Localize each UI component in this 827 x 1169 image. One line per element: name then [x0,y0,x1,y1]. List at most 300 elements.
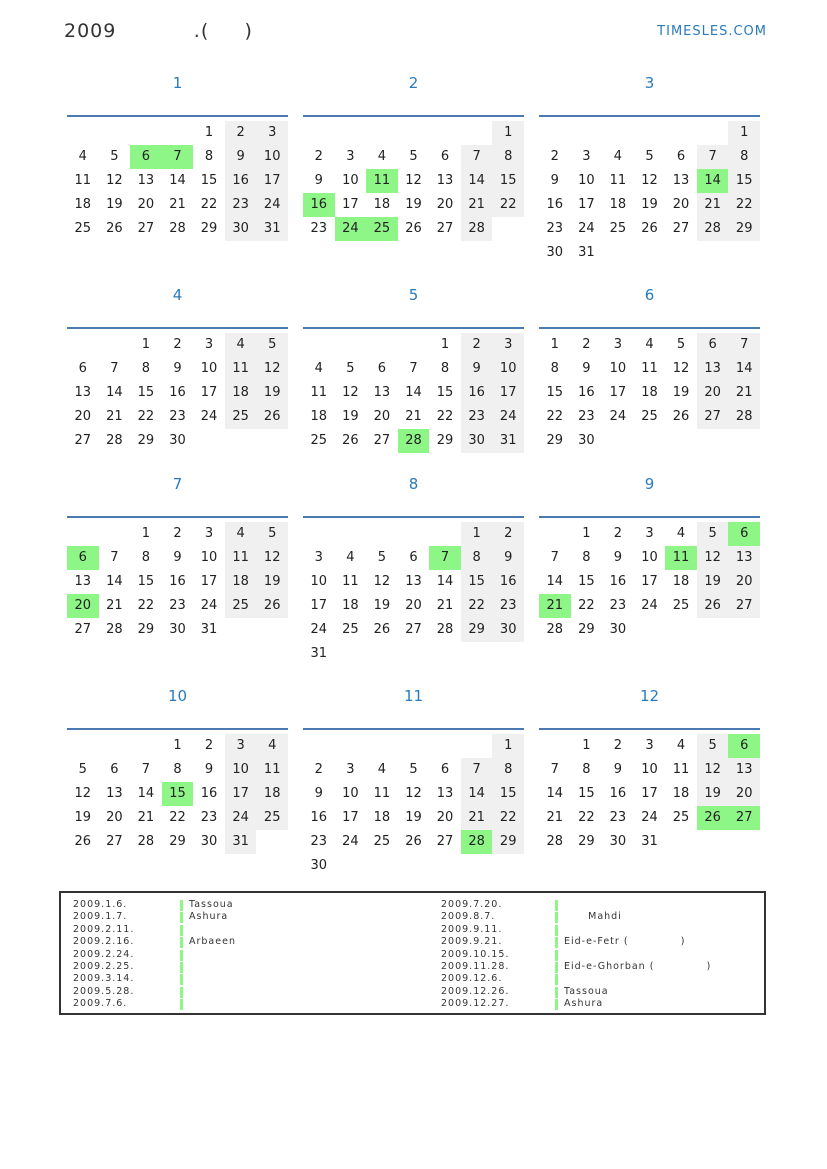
day-cell[interactable]: 9 [173,550,182,565]
day-cell[interactable]: 19 [256,570,288,594]
day-cell[interactable]: 30 [310,858,328,873]
day-cell[interactable]: 26 [405,221,422,236]
day-cell[interactable]: 14 [728,357,760,381]
day-cell[interactable]: 24 [256,193,288,217]
day-cell[interactable]: 5 [256,522,288,546]
day-cell[interactable]: 6 [78,361,87,376]
day-cell[interactable]: 24 [641,810,658,825]
day-cell[interactable]: 29 [137,433,155,448]
day-cell[interactable]: 6 [67,546,99,570]
day-cell[interactable]: 11 [256,758,288,782]
day-cell[interactable]: 26 [256,405,288,429]
day-cell[interactable]: 15 [546,385,564,400]
day-cell[interactable]: 19 [373,598,391,613]
day-cell[interactable]: 10 [310,574,328,589]
day-cell[interactable]: 28 [398,429,430,453]
day-cell[interactable]: 23 [609,598,627,613]
day-cell[interactable]: 21 [539,594,571,618]
day-cell[interactable]: 5 [78,762,87,777]
day-cell[interactable]: 4 [676,526,686,541]
day-cell[interactable]: 3 [492,333,524,357]
day-cell[interactable]: 23 [225,193,257,217]
day-cell[interactable]: 9 [613,550,623,565]
day-cell[interactable]: 28 [697,217,729,241]
day-cell[interactable]: 20 [67,594,99,618]
day-cell[interactable]: 27 [728,594,760,618]
day-cell[interactable]: 11 [225,546,257,570]
day-cell[interactable]: 6 [440,762,450,777]
day-cell[interactable]: 20 [106,810,123,825]
day-cell[interactable]: 9 [613,762,623,777]
day-cell[interactable]: 3 [613,337,623,352]
day-cell[interactable]: 13 [74,385,92,400]
day-cell[interactable]: 28 [461,217,493,241]
day-cell[interactable]: 29 [169,834,186,849]
day-cell[interactable]: 5 [409,149,418,164]
day-cell[interactable]: 26 [74,834,92,849]
day-cell[interactable]: 27 [672,221,690,236]
day-cell[interactable]: 1 [204,125,214,140]
day-cell[interactable]: 7 [461,145,493,169]
day-cell[interactable]: 25 [310,433,328,448]
day-cell[interactable]: 12 [405,786,422,801]
day-cell[interactable]: 28 [436,622,454,637]
day-cell[interactable]: 12 [697,546,729,570]
day-cell[interactable]: 13 [697,357,729,381]
day-cell[interactable]: 14 [461,169,493,193]
day-cell[interactable]: 30 [169,622,186,637]
day-cell[interactable]: 19 [106,197,123,212]
day-cell[interactable]: 15 [578,786,595,801]
day-cell[interactable]: 21 [106,409,123,424]
day-cell[interactable]: 21 [546,810,564,825]
day-cell[interactable]: 15 [728,169,760,193]
day-cell[interactable]: 12 [342,385,359,400]
day-cell[interactable]: 8 [550,361,559,376]
day-cell[interactable]: 15 [137,574,155,589]
day-cell[interactable]: 25 [342,622,359,637]
day-cell[interactable]: 3 [204,526,214,541]
day-cell[interactable]: 23 [609,810,627,825]
day-cell[interactable]: 25 [672,598,690,613]
day-cell[interactable]: 10 [641,550,658,565]
day-cell[interactable]: 10 [492,357,524,381]
day-cell[interactable]: 29 [578,834,595,849]
day-cell[interactable]: 11 [373,786,391,801]
day-cell[interactable]: 21 [405,409,422,424]
day-cell[interactable]: 4 [377,149,387,164]
day-cell[interactable]: 6 [440,149,450,164]
day-cell[interactable]: 2 [613,526,623,541]
day-cell[interactable]: 17 [200,385,218,400]
day-cell[interactable]: 3 [314,550,323,565]
day-cell[interactable]: 31 [641,834,658,849]
day-cell[interactable]: 27 [74,622,92,637]
day-cell[interactable]: 31 [256,217,288,241]
day-cell[interactable]: 1 [582,526,591,541]
day-cell[interactable]: 31 [492,429,524,453]
day-cell[interactable]: 11 [225,357,257,381]
day-cell[interactable]: 15 [137,385,155,400]
day-cell[interactable]: 25 [373,834,391,849]
day-cell[interactable]: 30 [578,433,595,448]
day-cell[interactable]: 4 [346,550,355,565]
day-cell[interactable]: 30 [200,834,218,849]
day-cell[interactable]: 31 [225,830,257,854]
day-cell[interactable]: 3 [256,121,288,145]
day-cell[interactable]: 27 [137,221,155,236]
day-cell[interactable]: 14 [697,169,729,193]
day-cell[interactable]: 14 [106,574,123,589]
day-cell[interactable]: 23 [310,221,328,236]
day-cell[interactable]: 29 [728,217,760,241]
day-cell[interactable]: 13 [106,786,123,801]
day-cell[interactable]: 11 [342,574,359,589]
day-cell[interactable]: 19 [697,782,729,806]
day-cell[interactable]: 14 [137,786,155,801]
day-cell[interactable]: 19 [405,810,422,825]
day-cell[interactable]: 18 [256,782,288,806]
day-cell[interactable]: 21 [697,193,729,217]
day-cell[interactable]: 4 [314,361,323,376]
day-cell[interactable]: 17 [225,782,257,806]
day-cell[interactable]: 1 [492,121,524,145]
day-cell[interactable]: 19 [342,409,359,424]
day-cell[interactable]: 4 [613,149,623,164]
day-cell[interactable]: 29 [461,618,493,642]
day-cell[interactable]: 28 [728,405,760,429]
day-cell[interactable]: 13 [436,173,454,188]
day-cell[interactable]: 26 [672,409,690,424]
day-cell[interactable]: 26 [373,622,391,637]
day-cell[interactable]: 24 [609,409,627,424]
day-cell[interactable]: 22 [728,193,760,217]
day-cell[interactable]: 14 [106,385,123,400]
day-cell[interactable]: 30 [492,618,524,642]
day-cell[interactable]: 20 [373,409,391,424]
day-cell[interactable]: 17 [342,197,359,212]
day-cell[interactable]: 7 [697,145,729,169]
day-cell[interactable]: 15 [461,570,493,594]
day-cell[interactable]: 24 [200,409,218,424]
day-cell[interactable]: 19 [256,381,288,405]
day-cell[interactable]: 4 [676,738,686,753]
day-cell[interactable]: 21 [728,381,760,405]
day-cell[interactable]: 27 [728,806,760,830]
day-cell[interactable]: 19 [672,385,690,400]
day-cell[interactable]: 6 [409,550,418,565]
day-cell[interactable]: 7 [162,145,194,169]
day-cell[interactable]: 10 [641,762,658,777]
day-cell[interactable]: 18 [373,810,391,825]
day-cell[interactable]: 21 [169,197,186,212]
day-cell[interactable]: 3 [645,526,654,541]
day-cell[interactable]: 8 [492,145,524,169]
day-cell[interactable]: 12 [672,361,690,376]
day-cell[interactable]: 16 [225,169,257,193]
day-cell[interactable]: 18 [310,409,328,424]
day-cell[interactable]: 2 [613,738,623,753]
day-cell[interactable]: 22 [578,598,595,613]
day-cell[interactable]: 18 [672,574,690,589]
day-cell[interactable]: 28 [461,830,493,854]
day-cell[interactable]: 16 [303,193,335,217]
day-cell[interactable]: 12 [641,173,658,188]
day-cell[interactable]: 23 [461,405,493,429]
day-cell[interactable]: 29 [492,830,524,854]
day-cell[interactable]: 28 [546,622,564,637]
day-cell[interactable]: 26 [106,221,123,236]
day-cell[interactable]: 19 [641,197,658,212]
day-cell[interactable]: 11 [366,169,398,193]
day-cell[interactable]: 23 [169,598,186,613]
day-cell[interactable]: 4 [78,149,87,164]
day-cell[interactable]: 31 [200,622,218,637]
day-cell[interactable]: 26 [342,433,359,448]
day-cell[interactable]: 29 [200,221,218,236]
day-cell[interactable]: 24 [492,405,524,429]
day-cell[interactable]: 23 [578,409,595,424]
day-cell[interactable]: 6 [728,522,760,546]
day-cell[interactable]: 1 [461,522,493,546]
day-cell[interactable]: 26 [405,834,422,849]
day-cell[interactable]: 5 [409,762,418,777]
day-cell[interactable]: 2 [314,762,323,777]
day-cell[interactable]: 12 [697,758,729,782]
day-cell[interactable]: 26 [697,594,729,618]
day-cell[interactable]: 1 [173,738,182,753]
day-cell[interactable]: 9 [461,357,493,381]
day-cell[interactable]: 2 [582,337,591,352]
day-cell[interactable]: 11 [672,762,690,777]
day-cell[interactable]: 20 [436,810,454,825]
day-cell[interactable]: 6 [110,762,119,777]
day-cell[interactable]: 27 [373,433,391,448]
day-cell[interactable]: 8 [728,145,760,169]
day-cell[interactable]: 18 [609,197,627,212]
day-cell[interactable]: 24 [310,622,328,637]
day-cell[interactable]: 11 [641,361,658,376]
day-cell[interactable]: 16 [169,574,186,589]
day-cell[interactable]: 8 [492,758,524,782]
day-cell[interactable]: 6 [697,333,729,357]
day-cell[interactable]: 20 [137,197,155,212]
day-cell[interactable]: 7 [550,550,559,565]
day-cell[interactable]: 12 [256,546,288,570]
day-cell[interactable]: 25 [672,810,690,825]
day-cell[interactable]: 25 [74,221,92,236]
day-cell[interactable]: 7 [550,762,559,777]
day-cell[interactable]: 11 [609,173,627,188]
day-cell[interactable]: 15 [436,385,454,400]
day-cell[interactable]: 13 [373,385,391,400]
day-cell[interactable]: 23 [310,834,328,849]
day-cell[interactable]: 31 [578,245,595,260]
day-cell[interactable]: 1 [141,337,151,352]
day-cell[interactable]: 15 [492,782,524,806]
day-cell[interactable]: 7 [141,762,151,777]
day-cell[interactable]: 24 [225,806,257,830]
day-cell[interactable]: 2 [492,522,524,546]
day-cell[interactable]: 16 [200,786,218,801]
day-cell[interactable]: 28 [106,433,123,448]
day-cell[interactable]: 2 [173,526,182,541]
day-cell[interactable]: 29 [578,622,595,637]
day-cell[interactable]: 16 [609,786,627,801]
day-cell[interactable]: 30 [225,217,257,241]
day-cell[interactable]: 30 [609,834,627,849]
day-cell[interactable]: 21 [461,193,493,217]
day-cell[interactable]: 29 [137,622,155,637]
day-cell[interactable]: 2 [225,121,257,145]
day-cell[interactable]: 10 [342,173,359,188]
day-cell[interactable]: 10 [609,361,627,376]
day-cell[interactable]: 9 [204,762,214,777]
day-cell[interactable]: 7 [429,546,461,570]
day-cell[interactable]: 13 [74,574,92,589]
day-cell[interactable]: 3 [204,337,214,352]
day-cell[interactable]: 1 [550,337,559,352]
day-cell[interactable]: 6 [377,361,387,376]
day-cell[interactable]: 20 [436,197,454,212]
day-cell[interactable]: 25 [609,221,627,236]
day-cell[interactable]: 16 [546,197,564,212]
day-cell[interactable]: 30 [609,622,627,637]
day-cell[interactable]: 4 [225,522,257,546]
day-cell[interactable]: 16 [492,570,524,594]
day-cell[interactable]: 15 [578,574,595,589]
day-cell[interactable]: 25 [641,409,658,424]
day-cell[interactable]: 5 [256,333,288,357]
day-cell[interactable]: 22 [461,594,493,618]
day-cell[interactable]: 12 [106,173,123,188]
day-cell[interactable]: 27 [436,834,454,849]
day-cell[interactable]: 20 [728,782,760,806]
day-cell[interactable]: 26 [256,594,288,618]
day-cell[interactable]: 22 [546,409,564,424]
day-cell[interactable]: 15 [162,782,194,806]
day-cell[interactable]: 11 [665,546,697,570]
day-cell[interactable]: 13 [436,786,454,801]
day-cell[interactable]: 9 [582,361,591,376]
day-cell[interactable]: 1 [141,526,151,541]
day-cell[interactable]: 28 [137,834,155,849]
day-cell[interactable]: 3 [346,762,355,777]
day-cell[interactable]: 22 [492,806,524,830]
day-cell[interactable]: 15 [492,169,524,193]
day-cell[interactable]: 7 [110,550,119,565]
day-cell[interactable]: 29 [546,433,564,448]
day-cell[interactable]: 17 [492,381,524,405]
day-cell[interactable]: 23 [169,409,186,424]
day-cell[interactable]: 11 [310,385,328,400]
day-cell[interactable]: 18 [641,385,658,400]
day-cell[interactable]: 8 [141,361,151,376]
day-cell[interactable]: 7 [409,361,418,376]
day-cell[interactable]: 9 [314,173,323,188]
day-cell[interactable]: 24 [200,598,218,613]
day-cell[interactable]: 14 [169,173,186,188]
day-cell[interactable]: 5 [110,149,119,164]
day-cell[interactable]: 30 [169,433,186,448]
day-cell[interactable]: 22 [578,810,595,825]
day-cell[interactable]: 13 [405,574,422,589]
day-cell[interactable]: 27 [74,433,92,448]
day-cell[interactable]: 12 [373,574,391,589]
day-cell[interactable]: 8 [582,550,591,565]
day-cell[interactable]: 4 [377,762,387,777]
day-cell[interactable]: 24 [335,217,367,241]
day-cell[interactable]: 6 [130,145,162,169]
day-cell[interactable]: 25 [366,217,398,241]
day-cell[interactable]: 5 [697,734,729,758]
day-cell[interactable]: 22 [436,409,454,424]
day-cell[interactable]: 16 [461,381,493,405]
day-cell[interactable]: 8 [440,361,450,376]
day-cell[interactable]: 3 [645,738,654,753]
day-cell[interactable]: 30 [546,245,564,260]
day-cell[interactable]: 6 [676,149,686,164]
day-cell[interactable]: 5 [346,361,355,376]
day-cell[interactable]: 25 [225,405,257,429]
site-logo[interactable]: TIMESLES.COM [657,24,767,39]
day-cell[interactable]: 9 [225,145,257,169]
day-cell[interactable]: 12 [405,173,422,188]
day-cell[interactable]: 21 [106,598,123,613]
day-cell[interactable]: 12 [256,357,288,381]
day-cell[interactable]: 7 [110,361,119,376]
day-cell[interactable]: 30 [461,429,493,453]
day-cell[interactable]: 31 [310,646,328,661]
day-cell[interactable]: 1 [440,337,450,352]
day-cell[interactable]: 17 [200,574,218,589]
day-cell[interactable]: 17 [310,598,328,613]
day-cell[interactable]: 13 [137,173,155,188]
day-cell[interactable]: 19 [697,570,729,594]
day-cell[interactable]: 9 [550,173,559,188]
day-cell[interactable]: 17 [256,169,288,193]
day-cell[interactable]: 18 [74,197,92,212]
day-cell[interactable]: 28 [546,834,564,849]
day-cell[interactable]: 2 [314,149,323,164]
day-cell[interactable]: 24 [641,598,658,613]
day-cell[interactable]: 26 [697,806,729,830]
day-cell[interactable]: 4 [645,337,654,352]
day-cell[interactable]: 1 [728,121,760,145]
day-cell[interactable]: 18 [225,381,257,405]
day-cell[interactable]: 14 [436,574,454,589]
day-cell[interactable]: 18 [225,570,257,594]
day-cell[interactable]: 3 [225,734,257,758]
day-cell[interactable]: 20 [74,409,92,424]
day-cell[interactable]: 10 [256,145,288,169]
day-cell[interactable]: 22 [200,197,218,212]
day-cell[interactable]: 14 [546,574,564,589]
day-cell[interactable]: 20 [405,598,422,613]
day-cell[interactable]: 1 [582,738,591,753]
day-cell[interactable]: 22 [137,598,155,613]
day-cell[interactable]: 23 [546,221,564,236]
day-cell[interactable]: 3 [582,149,591,164]
day-cell[interactable]: 21 [461,806,493,830]
day-cell[interactable]: 11 [74,173,92,188]
day-cell[interactable]: 2 [204,738,214,753]
day-cell[interactable]: 17 [578,197,595,212]
day-cell[interactable]: 18 [342,598,359,613]
day-cell[interactable]: 27 [106,834,123,849]
day-cell[interactable]: 17 [641,574,658,589]
day-cell[interactable]: 14 [461,782,493,806]
